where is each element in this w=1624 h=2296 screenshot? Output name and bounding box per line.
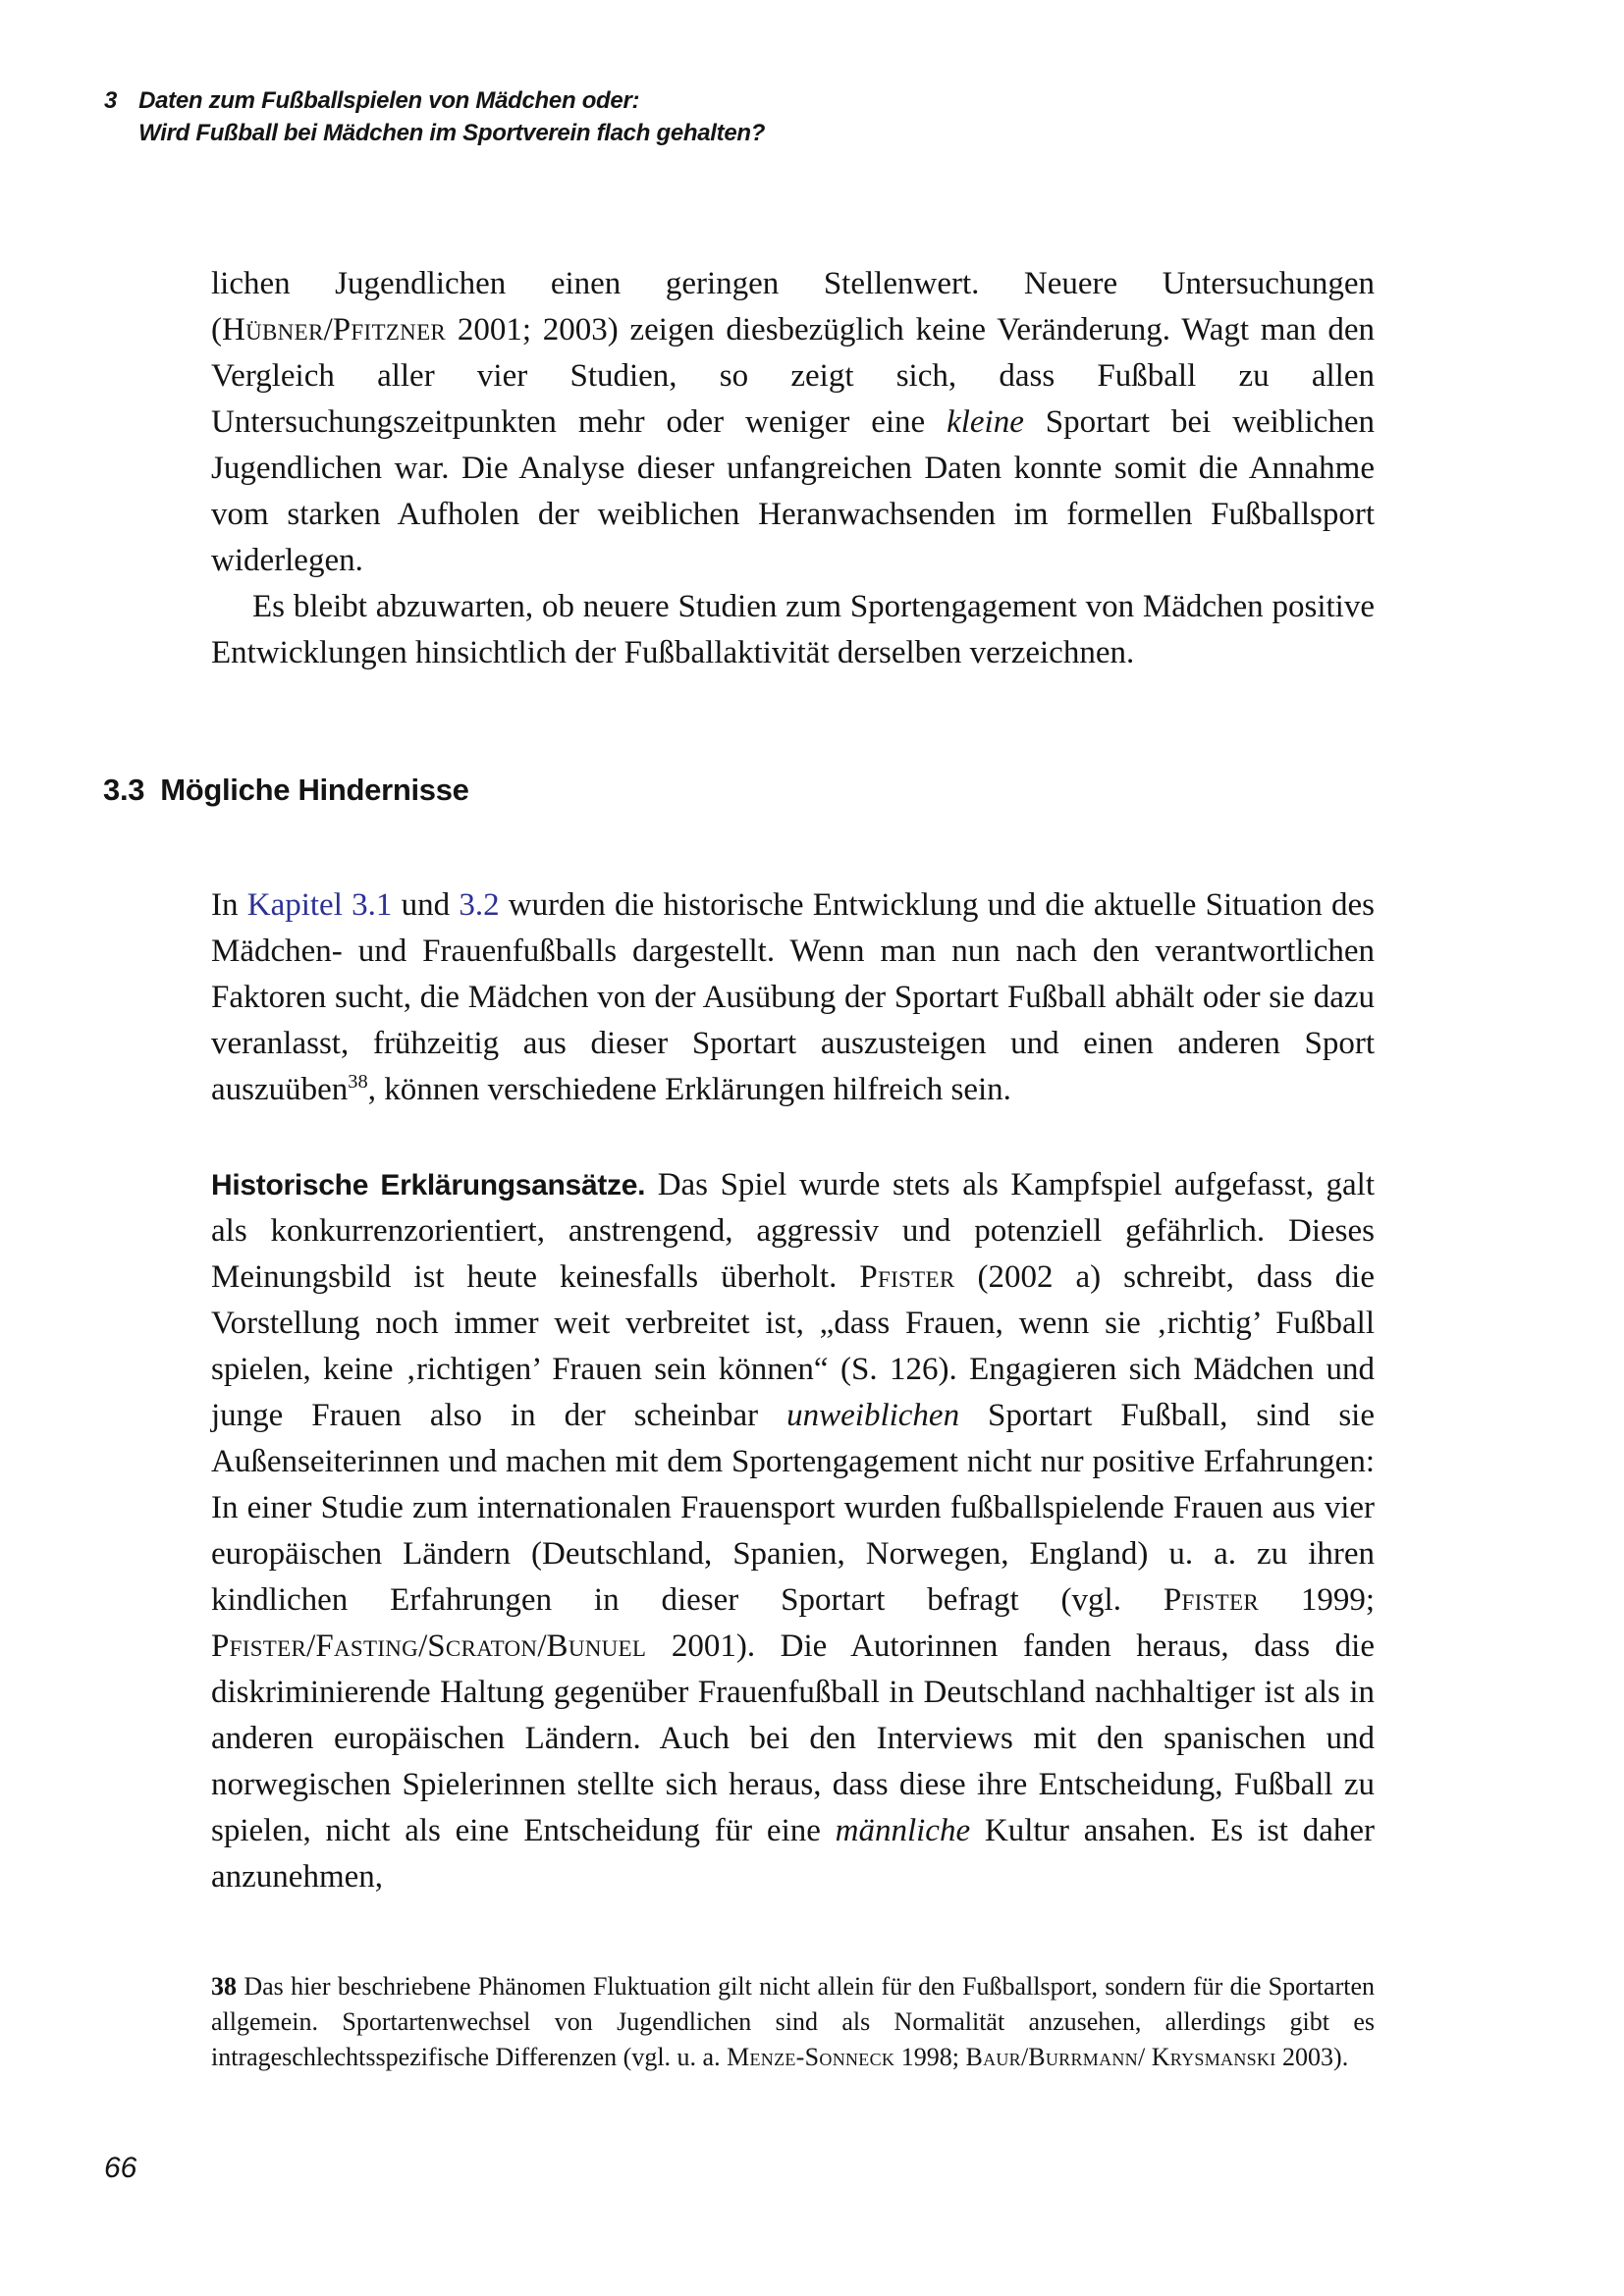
text-segment: (2002 a) schreibt, dass die Vorstellung noch immer weit verbreitet ist, „dass Frauen, wenn sie ‚richtig’ Fußball spielen, keine ‚richtigen’ Frauen sein können“ (S. 126). Engagieren sich Mädchen und junge Frauen also in der scheinbar [211,1259,1375,1433]
text-segment: , können verschiedene Erklärungen hilfreich sein. [367,1072,1011,1107]
chapter-link[interactable]: Kapitel 3.1 [246,887,393,923]
text-segment: Historische Erklärungsansätze. [211,1169,646,1201]
running-header-line-1: Daten zum Fußballspielen von Mädchen oder: [138,87,640,114]
text-segment: Pfitzner [332,312,447,347]
section-heading [103,773,1375,808]
text-segment: Pfister [211,1629,307,1664]
text-segment: kleine [947,404,1024,440]
page-number: 66 [104,2152,137,2184]
text-segment: Krysmanski [1151,2043,1276,2071]
running-header-text [138,84,765,149]
footnote-reference: 38 [348,1071,368,1093]
text-segment: Sportart bei weiblichen Jugendlichen war. Die Analyse dieser unfangreichen Daten konnte somit die Annahme vom starken Aufholen der weiblichen Heranwachsenden im formellen Fußballsport widerlegen. [211,404,1375,578]
text-segment: Sportart Fußball, sind sie Außenseiterinnen und machen mit dem Sportengagement nicht nur positive Erfahrungen: In einer Studie zum internationalen Frauensport wurden fußballspielende Frauen aus vier europäischen Ländern (Deutschland, Spanien, Norwegen, England) u. a. zu ihren kindlichen Erfahrungen in dieser Sportart befragt (vgl. [211,1398,1376,1618]
text-segment: In [211,887,247,923]
text-segment: 2001; 2003) zeigen diesbezüglich keine Veränderung. Wagt man den Vergleich aller vier Studien, so zeigt sich, dass Fußball zu allen Untersuchungszeitpunkten mehr oder weniger eine [211,312,1375,440]
text-segment: 1999; [1258,1582,1375,1618]
text-segment: 2001). Die Autorinnen fanden heraus, dass die diskriminierende Haltung gegenüber Frauenfußball in Deutschland nachhaltiger ist als in anderen europäischen Ländern. Auch bei den Interviews mit den spanischen und norwegischen Spielerinnen stellte sich heraus, dass diese ihre Entscheidung, Fußball zu spielen, nicht als eine Entscheidung für eine [211,1629,1375,1848]
text-segment: / [1020,2043,1029,2071]
text-segment: Bunuel [546,1629,647,1664]
text-segment: Hübner [222,312,324,347]
text-segment: lichen Jugendlichen einen geringen Stellenwert. Neuere Untersuchungen ( [211,266,1375,347]
text-segment: unweiblichen [786,1398,960,1433]
text-segment: und [392,887,460,923]
text-segment: Es bleibt abzuwarten, ob neuere Studien zum Sportengagement von Mädchen positive Entwicklungen hinsichtlich der Fußballaktivität derselben verzeichnen. [211,589,1375,670]
paragraph [211,1162,1375,1900]
text-segment: / [323,312,333,347]
section-title: Mögliche Hindernisse [160,773,469,807]
text-segment: / [537,1629,547,1664]
text-segment: 1998; [894,2043,966,2071]
text-segment: Fasting [315,1629,419,1664]
running-header-line-2: Wird Fußball bei Mädchen im Sportverein flach gehalten? [138,120,766,146]
text-column [103,261,1375,2075]
text-segment: männliche [835,1813,971,1848]
chapter-link[interactable]: 3.2 [459,887,500,923]
text-segment: Kultur ansahen. Es ist daher anzunehmen, [211,1813,1375,1895]
text-segment: Pfister [1163,1582,1259,1618]
text-segment: 2003). [1275,2043,1349,2071]
footnote [211,1969,1375,2075]
text-segment: Das Spiel wurde stets als Kampfspiel aufgefasst, galt als konkurrenzorientiert, anstrengend, aggressiv und potenziell gefährlich. Dieses Meinungsbild ist heute keinesfalls überholt. [211,1167,1375,1295]
running-header [104,84,765,149]
section-number: 3.3 [103,773,145,807]
text-segment: Burrmann [1028,2043,1138,2071]
text-segment: 38 [211,1972,237,2001]
text-segment: / [418,1629,428,1664]
chapter-number: 3 [104,87,118,114]
text-segment: Scraton [427,1629,538,1664]
text-segment: Menze-Sonneck [727,2043,895,2071]
text-segment: Baur [965,2043,1021,2071]
paragraph [211,882,1375,1113]
text-segment: wurden die historische Entwicklung und die aktuelle Situation des Mädchen- und Frauenfußballs dargestellt. Wenn man nun nach den verantwortlichen Faktoren sucht, die Mädchen von der Ausübung der Sportart Fußball abhält oder sie dazu veranlasst, frühzeitig aus dieser Sportart auszusteigen und einen anderen Sport auszuüben [211,887,1375,1107]
paragraph-continuation [211,261,1375,584]
text-segment: Das hier beschriebene Phänomen Fluktuation gilt nicht allein für den Fußballsport, sondern für die Sportarten allgemein. Sportartenwechsel von Jugendlichen sind als Normalität anzusehen, allerdings gibt es intrageschlechtsspezifische Differenzen (vgl. u. a. [211,1972,1375,2071]
text-segment: / [306,1629,316,1664]
text-segment: Pfister [859,1259,955,1295]
text-segment: / [1137,2043,1152,2071]
paragraph [211,584,1375,676]
